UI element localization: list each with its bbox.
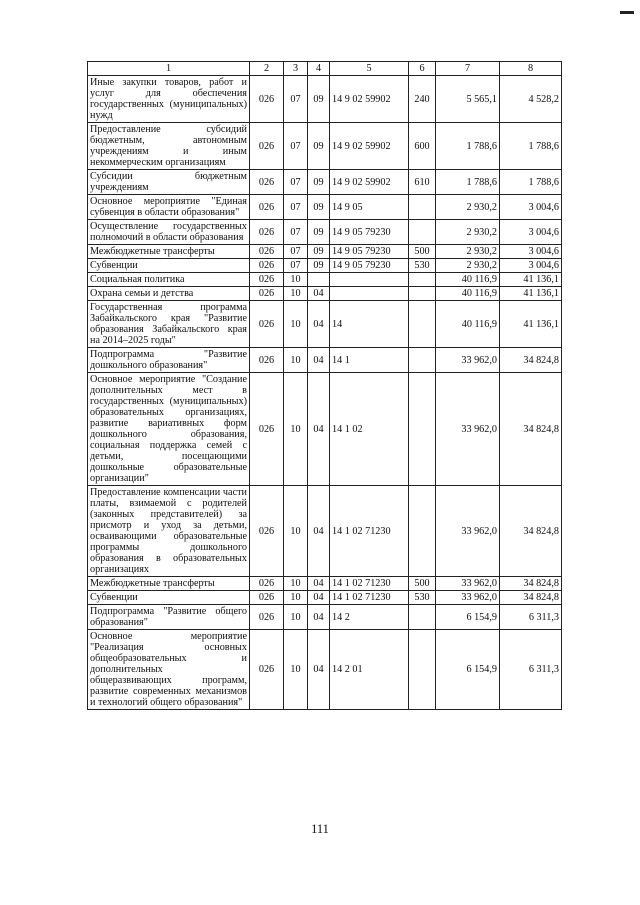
row-subsection: 04 [308,373,330,486]
table-row [88,577,562,591]
row-amount-col8: 6 311,3 [500,605,562,630]
row-name: Основное мероприятие "Создание дополнительных мест в государственных (муниципальных) образовательных организациях, развитие вариативных форм дошкольного образования, социальная поддержка семей с детьми, посещающими дошкольные образовательные организации" [88,373,250,486]
row-amount-col7: 40 116,9 [436,287,500,301]
table-row [88,348,562,373]
row-target-article: 14 1 [330,348,409,373]
row-grbs: 026 [250,220,284,245]
row-amount-col7: 40 116,9 [436,301,500,348]
row-subsection [308,273,330,287]
table-row [88,76,562,123]
row-grbs: 026 [250,170,284,195]
row-name: Субсидии бюджетным учреждениям [88,170,250,195]
row-target-article: 14 9 02 59902 [330,123,409,170]
row-target-article: 14 9 05 79230 [330,245,409,259]
table-row [88,195,562,220]
row-expense-type: 530 [409,259,436,273]
row-expense-type [409,220,436,245]
row-amount-col7: 2 930,2 [436,245,500,259]
table-row [88,220,562,245]
row-target-article: 14 1 02 71230 [330,486,409,577]
row-section: 10 [284,348,308,373]
row-name: Государственная программа Забайкальского края "Развитие образования Забайкальского края на 2014–2025 годы" [88,301,250,348]
row-expense-type [409,373,436,486]
row-amount-col7: 33 962,0 [436,373,500,486]
row-subsection: 04 [308,287,330,301]
row-grbs: 026 [250,605,284,630]
row-expense-type: 610 [409,170,436,195]
row-grbs: 026 [250,591,284,605]
row-target-article: 14 2 01 [330,630,409,710]
row-grbs: 026 [250,259,284,273]
row-expense-type: 500 [409,245,436,259]
row-name: Предоставление субсидий бюджетным, автономным учреждениям и иным некоммерческим организациям [88,123,250,170]
row-name: Подпрограмма "Развитие дошкольного образования" [88,348,250,373]
row-amount-col8: 3 004,6 [500,245,562,259]
row-name: Предоставление компенсации части платы, взимаемой с родителей (законных представителей) за присмотр и уход за детьми, осваивающими образовательные программы дошкольного образования в образовательных организациях [88,486,250,577]
row-name: Основное мероприятие "Реализация основных общеобразовательных и дополнительных общеразвивающих программ, развитие современных механизмов и технологий общего образования" [88,630,250,710]
row-name: Осуществление государственных полномочий в области образования [88,220,250,245]
table-row [88,287,562,301]
row-amount-col7: 40 116,9 [436,273,500,287]
row-grbs: 026 [250,273,284,287]
row-grbs: 026 [250,630,284,710]
row-section: 10 [284,577,308,591]
row-grbs: 026 [250,287,284,301]
table-row [88,245,562,259]
row-amount-col7: 1 788,6 [436,170,500,195]
page-number: 111 [311,822,329,836]
row-name: Межбюджетные трансферты [88,577,250,591]
row-section: 10 [284,486,308,577]
row-section: 07 [284,195,308,220]
row-amount-col8: 41 136,1 [500,301,562,348]
row-subsection: 04 [308,301,330,348]
table-row [88,605,562,630]
row-expense-type: 600 [409,123,436,170]
row-grbs: 026 [250,486,284,577]
row-target-article: 14 9 05 [330,195,409,220]
row-target-article: 14 1 02 71230 [330,591,409,605]
row-grbs: 026 [250,195,284,220]
header-col-6: 6 [409,62,436,76]
table-row [88,123,562,170]
row-target-article: 14 1 02 [330,373,409,486]
row-amount-col8: 34 824,8 [500,348,562,373]
row-grbs: 026 [250,76,284,123]
row-expense-type [409,348,436,373]
row-subsection: 09 [308,245,330,259]
table-row [88,591,562,605]
row-amount-col7: 33 962,0 [436,577,500,591]
row-amount-col7: 33 962,0 [436,591,500,605]
row-amount-col8: 34 824,8 [500,577,562,591]
row-name: Охрана семьи и детства [88,287,250,301]
row-name: Субвенции [88,591,250,605]
row-section: 10 [284,273,308,287]
row-expense-type: 240 [409,76,436,123]
row-subsection: 04 [308,630,330,710]
row-section: 10 [284,287,308,301]
row-amount-col8: 41 136,1 [500,273,562,287]
row-subsection: 04 [308,591,330,605]
row-grbs: 026 [250,348,284,373]
row-amount-col8: 4 528,2 [500,76,562,123]
row-subsection: 09 [308,220,330,245]
header-col-1: 1 [88,62,250,76]
row-expense-type [409,605,436,630]
row-subsection: 04 [308,577,330,591]
row-section: 07 [284,76,308,123]
table-row [88,301,562,348]
row-grbs: 026 [250,123,284,170]
table-row [88,259,562,273]
row-amount-col7: 6 154,9 [436,605,500,630]
header-col-3: 3 [284,62,308,76]
row-section: 07 [284,220,308,245]
row-expense-type [409,273,436,287]
row-section: 10 [284,605,308,630]
row-amount-col7: 5 565,1 [436,76,500,123]
row-amount-col8: 34 824,8 [500,373,562,486]
row-expense-type: 500 [409,577,436,591]
row-section: 07 [284,259,308,273]
row-amount-col8: 1 788,6 [500,170,562,195]
row-target-article: 14 [330,301,409,348]
row-target-article: 14 2 [330,605,409,630]
row-amount-col8: 3 004,6 [500,259,562,273]
header-col-2: 2 [250,62,284,76]
table-row [88,273,562,287]
row-grbs: 026 [250,577,284,591]
row-name: Основное мероприятие "Единая субвенция в области образования" [88,195,250,220]
row-target-article: 14 9 05 79230 [330,220,409,245]
row-amount-col7: 33 962,0 [436,486,500,577]
row-section: 07 [284,123,308,170]
row-subsection: 04 [308,605,330,630]
row-amount-col8: 34 824,8 [500,486,562,577]
row-expense-type [409,195,436,220]
row-amount-col8: 1 788,6 [500,123,562,170]
budget-table [87,61,562,710]
row-section: 07 [284,170,308,195]
row-expense-type [409,301,436,348]
row-target-article: 14 9 05 79230 [330,259,409,273]
row-expense-type [409,287,436,301]
row-section: 07 [284,245,308,259]
row-target-article [330,287,409,301]
header-row [88,62,562,76]
row-grbs: 026 [250,301,284,348]
row-amount-col8: 6 311,3 [500,630,562,710]
row-section: 10 [284,373,308,486]
row-subsection: 09 [308,195,330,220]
row-expense-type [409,486,436,577]
table-row [88,630,562,710]
row-target-article: 14 9 02 59902 [330,76,409,123]
row-grbs: 026 [250,373,284,486]
row-amount-col7: 2 930,2 [436,259,500,273]
table-row [88,170,562,195]
row-subsection: 09 [308,259,330,273]
row-target-article: 14 1 02 71230 [330,577,409,591]
row-name: Иные закупки товаров, работ и услуг для обеспечения государственных (муниципальных) нужд [88,76,250,123]
row-amount-col8: 3 004,6 [500,195,562,220]
row-subsection: 09 [308,170,330,195]
row-amount-col8: 34 824,8 [500,591,562,605]
header-col-4: 4 [308,62,330,76]
row-subsection: 04 [308,486,330,577]
row-amount-col7: 2 930,2 [436,195,500,220]
corner-mark [620,11,634,14]
header-col-8: 8 [500,62,562,76]
row-subsection: 09 [308,76,330,123]
row-section: 10 [284,630,308,710]
table-row [88,486,562,577]
row-name: Межбюджетные трансферты [88,245,250,259]
row-section: 10 [284,591,308,605]
row-section: 10 [284,301,308,348]
row-name: Подпрограмма "Развитие общего образования" [88,605,250,630]
row-grbs: 026 [250,245,284,259]
row-expense-type [409,630,436,710]
row-name: Социальная политика [88,273,250,287]
table-row [88,373,562,486]
row-subsection: 04 [308,348,330,373]
row-amount-col7: 33 962,0 [436,348,500,373]
row-amount-col7: 6 154,9 [436,630,500,710]
row-amount-col8: 3 004,6 [500,220,562,245]
row-amount-col7: 1 788,6 [436,123,500,170]
row-name: Субвенции [88,259,250,273]
row-target-article [330,273,409,287]
row-subsection: 09 [308,123,330,170]
row-expense-type: 530 [409,591,436,605]
row-amount-col7: 2 930,2 [436,220,500,245]
row-target-article: 14 9 02 59902 [330,170,409,195]
header-col-7: 7 [436,62,500,76]
header-col-5: 5 [330,62,409,76]
row-amount-col8: 41 136,1 [500,287,562,301]
